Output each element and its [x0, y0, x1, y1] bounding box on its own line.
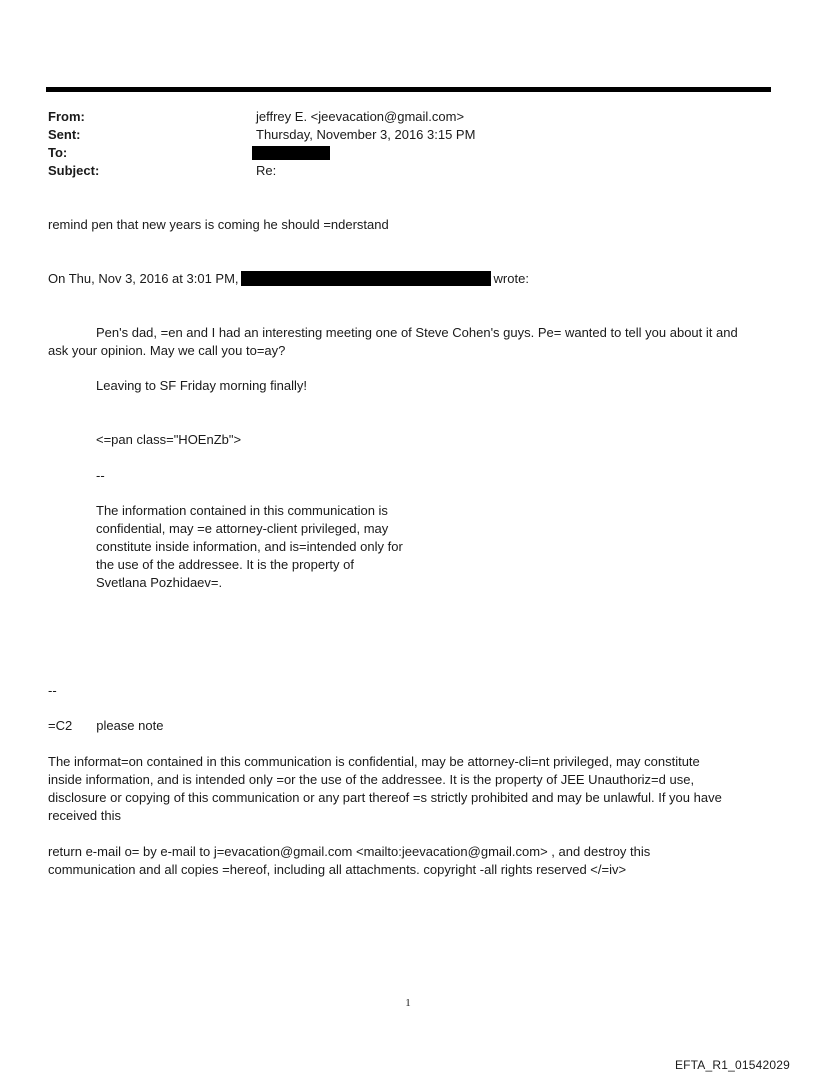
disclaimer-line: disclosure or copying of this communication or any part thereof =s strictly prohibited and may be unlawful. If you have [48, 790, 722, 805]
disclaimer [48, 753, 768, 825]
from-label: From: [48, 109, 85, 124]
reply-line: remind pen that new years is coming he should =nderstand [48, 217, 389, 232]
quote-intro-suffix: wrote: [493, 271, 529, 286]
return-notice [48, 843, 768, 879]
quoted-conf-line: confidential, may =e attorney-client privileged, may [96, 521, 389, 536]
return-line: communication and all copies =hereof, including all attachments. copyright -all rights reserved </=iv> [48, 862, 627, 877]
quoted-confidentiality [96, 502, 403, 592]
quoted-dash-line: -- [96, 468, 105, 483]
quoted-para-line-2: ask your opinion. May we call you to=ay? [48, 343, 286, 358]
quoted-conf-line: Svetlana Pozhidaev=. [96, 575, 223, 590]
please-note-row [48, 717, 163, 735]
signature-dash-line: -- [48, 683, 57, 698]
to-row [48, 144, 748, 162]
from-row [48, 108, 748, 126]
sent-label: Sent: [48, 127, 81, 142]
quoted-conf-line: The information contained in this communication is [96, 503, 388, 518]
return-line: return e-mail o= by e-mail to j=evacation@gmail.com <mailto:jeevacation@gmail.com> , and destroy this [48, 844, 651, 859]
subject-label: Subject: [48, 163, 100, 178]
quoted-para-line-1: Pen's dad, =en and I had an interesting meeting one of Steve Cohen's guys. Pe= wanted to tell you about it and [96, 325, 738, 340]
sender-redaction [241, 271, 491, 286]
quoted-conf-line: constitute inside information, and is=intended only for [96, 539, 403, 554]
email-header [48, 108, 748, 180]
disclaimer-line: received this [48, 808, 121, 823]
please-note: please note [96, 718, 164, 733]
sent-row [48, 126, 748, 144]
disclaimer-line: inside information, and is intended only =or the use of the addressee. It is the property of JEE Unauthoriz=d use, [48, 772, 695, 787]
page-number: 1 [405, 997, 411, 1009]
from-value: jeffrey E. <jeevacation@gmail.com> [256, 109, 465, 124]
leaving-line: Leaving to SF Friday morning finally! [96, 378, 307, 393]
disclaimer-line: The informat=on contained in this communication is confidential, may be attorney-cli=nt privileged, may constitute [48, 754, 700, 769]
to-redaction [252, 146, 330, 160]
quote-intro-prefix: On Thu, Nov 3, 2016 at 3:01 PM, [48, 271, 239, 286]
span-line: <=pan class="HOEnZb"> [96, 432, 242, 447]
subject-row [48, 162, 748, 180]
quote-intro [48, 270, 529, 288]
header-divider [46, 87, 771, 92]
quoted-conf-line: the use of the addressee. It is the property of [96, 557, 354, 572]
subject-value: Re: [256, 163, 277, 178]
document-id: EFTA_R1_01542029 [674, 1058, 790, 1072]
c2-label: =C2 [48, 718, 73, 733]
sent-value: Thursday, November 3, 2016 3:15 PM [256, 127, 476, 142]
quoted-paragraph [48, 324, 768, 360]
to-label: To: [48, 145, 68, 160]
